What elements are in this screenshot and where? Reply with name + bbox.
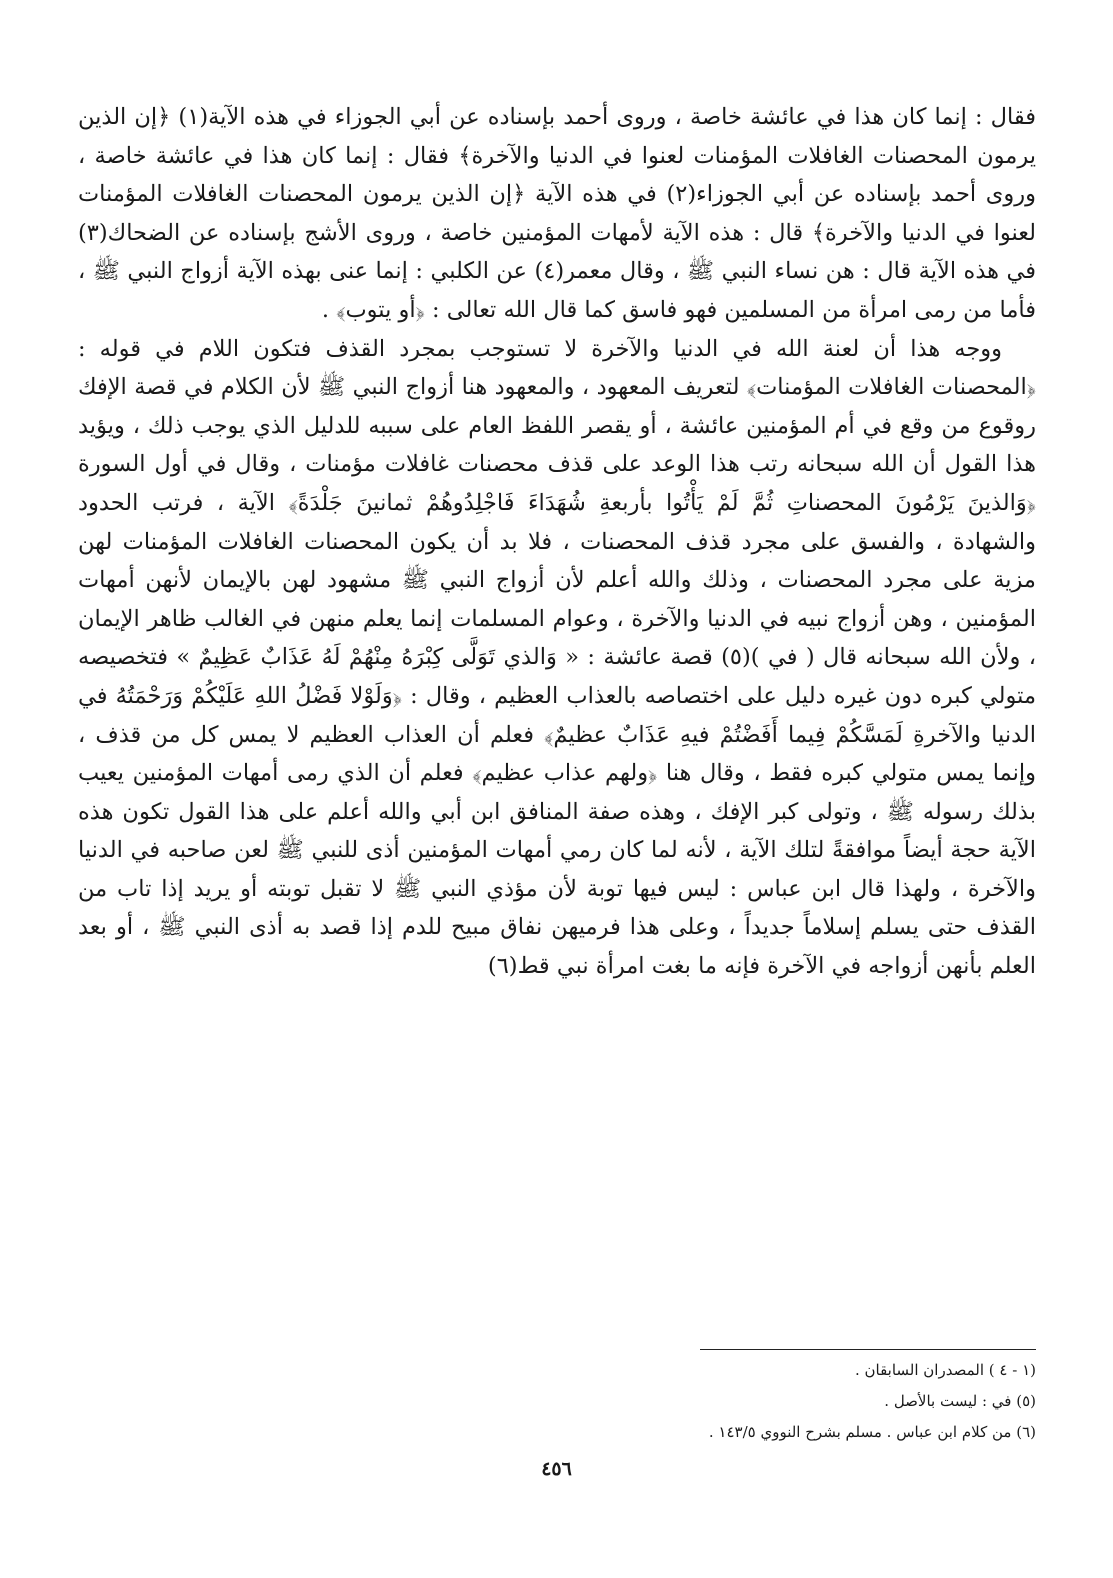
- main-text: [78, 98, 1036, 986]
- footnote-6: (٦) من كلام ابن عباس . مسلم بشرح النووي ١٤٣/٥ .: [708, 1423, 1036, 1441]
- paragraph-2: ووجه هذا أن لعنة الله في الدنيا والآخرة لا تستوجب بمجرد القذف فتكون اللام في قوله : ﴿المحصنات الغافلات المؤمنات﴾ لتعريف المعهود ، والمعهود هنا أزواج النبي ﷺ لأن الكلام في قصة الإفك روقوع من وقع في أم المؤمنين عائشة ، أو يقصر اللفظ العام على سببه للدليل الذي يوجب ذلك ، ويؤيد هذا القول أن الله سبحانه رتب هذا الوعد على قذف محصنات غافلات مؤمنات ، وقال في أول السورة ﴿وَالذينَ يَرْمُونَ المحصناتِ ثُمَّ لَمْ يَأْتُوا بأربعةِ شُهَدَاءَ فَاجْلِدُوهُمْ ثمانينَ جَلْدَةً﴾ الآية ، فرتب الحدود والشهادة ، والفسق على مجرد قذف المحصنات ، فلا بد أن يكون المحصنات الغافلات المؤمنات لهن مزية على مجرد المحصنات ، وذلك والله أعلم لأن أزواج النبي ﷺ مشهود لهن بالإيمان لأنهن أمهات المؤمنين ، وهن أزواج نبيه في الدنيا والآخرة ، وعوام المسلمات إنما يعلم منهن في الغالب ظاهر الإيمان ، ولأن الله سبحانه قال ( في )(٥) قصة عائشة : « وَالذي تَوَلَّى كِبْرَهُ مِنْهُمْ لَهُ عَذَابٌ عَظِيمٌ » فتخصيصه متولي كبره دون غيره دليل على اختصاصه بالعذاب العظيم ، وقال : ﴿وَلَوْلا فَضْلُ اللهِ عَلَيْكُمْ وَرَحْمَتُهُ في الدنيا والآخرةِ لَمَسَّكُمْ فِيما أَفَضْتُمْ فيهِ عَذَابٌ عظيمٌ﴾ فعلم أن العذاب العظيم لا يمس كل من قذف ، وإنما يمس متولي كبره فقط ، وقال هنا ﴿ولهم عذاب عظيم﴾ فعلم أن الذي رمى أمهات المؤمنين يعيب بذلك رسوله ﷺ ، وتولى كبر الإفك ، وهذه صفة المنافق ابن أبي والله أعلم على هذا القول تكون هذه الآية حجة أيضاً موافقةً لتلك الآية ، لأنه لما كان رمي أمهات المؤمنين أذى للنبي ﷺ لعن صاحبه في الدنيا والآخرة ، ولهذا قال ابن عباس : ليس فيها توبة لأن مؤذي النبي ﷺ لا تقبل توبته أو يريد إذا تاب من القذف حتى يسلم إسلاماً جديداً ، وعلى هذا فرميهن نفاق مبيح للدم إذا قصد به أذى النبي ﷺ ، أو بعد العلم بأنهن أزواجه في الآخرة فإنه ما بغت امرأة نبي قط(٦): [78, 335, 1036, 980]
- footnote-separator: [700, 1349, 1036, 1350]
- footnote-5: (٥) في : ليست بالأصل .: [884, 1392, 1036, 1410]
- footnotes: [436, 1355, 1036, 1448]
- paragraph-1: فقال : إنما كان هذا في عائشة خاصة ، وروى أحمد بإسناده عن أبي الجوزاء في هذه الآية(١) ﴿إن الذين يرمون المحصنات الغافلات المؤمنات لعنوا في الدنيا والآخرة﴾ فقال : إنما كان هذا في عائشة خاصة ، وروى أحمد بإسناده عن أبي الجوزاء(٢) في هذه الآية ﴿إن الذين يرمون المحصنات الغافلات المؤمنات لعنوا في الدنيا والآخرة﴾ قال : هذه الآية لأمهات المؤمنين خاصة ، وروى الأشج بإسناده عن الضحاك(٣) في هذه الآية قال : هن نساء النبي ﷺ ، وقال معمر(٤) عن الكلبي : إنما عنى بهذه الآية أزواج النبي ﷺ ، فأما من رمى امرأة من المسلمين فهو فاسق كما قال الله تعالى : ﴿أو يتوب﴾ .: [78, 104, 1036, 323]
- page-number: ٤٥٦: [541, 1458, 572, 1480]
- footnote-1-4: (١ - ٤ ) المصدران السابقان .: [854, 1361, 1036, 1379]
